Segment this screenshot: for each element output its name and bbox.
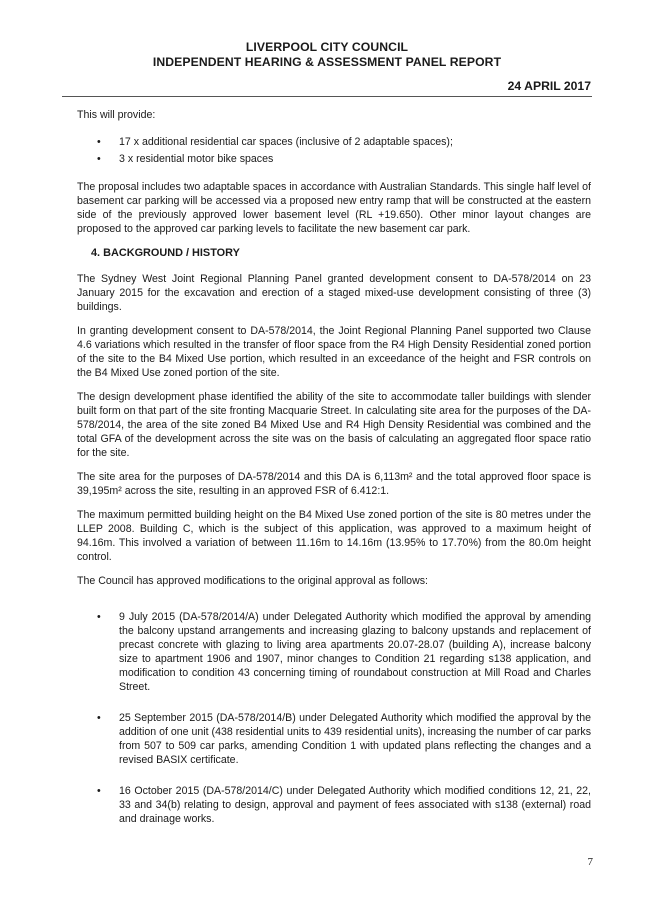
- paragraph: The proposal includes two adaptable spaces in accordance with Australian Standards. This single half level of basement car parking will be accessed via a proposed new entry ramp that will be constructed at the eastern side of the previously approved lower basement level (RL +19.650). Other minor layout changes are proposed to the approved car parking levels to facilitate the new basement car park.: [77, 181, 591, 235]
- list-item: • 16 October 2015 (DA-578/2014/C) under Delegated Authority which modified conditions 12, 21, 22, 33 and 34(b) relating to design, approval and payment of fees associated with s138 (external) road and drainage works.: [97, 785, 591, 825]
- list-item: • 3 x residential motor bike spaces: [97, 153, 274, 165]
- bullet-icon: •: [97, 712, 101, 724]
- modifications-list: [77, 610, 591, 826]
- paragraph: In granting development consent to DA-578/2014, the Joint Regional Planning Panel supported two Clause 4.6 variations which resulted in the transfer of floor space from the R4 High Density Residential zoned portion of the site to the B4 Mixed Use portion, which resulted in an exceedance of the height and FSR controls on the B4 Mixed Use zoned portion of the site.: [77, 325, 591, 379]
- report-title: INDEPENDENT HEARING & ASSESSMENT PANEL REPORT: [152, 55, 502, 69]
- bullet-icon: •: [97, 136, 101, 148]
- council-name: LIVERPOOL CITY COUNCIL: [245, 40, 409, 54]
- paragraph: The Sydney West Joint Regional Planning Panel granted development consent to DA-578/2014 on 23 January 2015 for the excavation and erection of a staged mixed-use development consisting of three (3) buildings.: [77, 273, 591, 313]
- intro-text: This will provide:: [77, 109, 156, 121]
- list-item: • 17 x additional residential car spaces (inclusive of 2 adaptable spaces);: [97, 136, 453, 148]
- paragraph: The maximum permitted building height on the B4 Mixed Use zoned portion of the site is 80 metres under the LLEP 2008. Building C, which is the subject of this application, was approved to a maximum height of 94.16m. This involved a variation of between 11.16m to 14.16m (13.95% to 17.70%) from the 80.0m height control.: [77, 509, 591, 563]
- report-body: [77, 108, 591, 843]
- page-number: 7: [587, 856, 593, 868]
- list-item: • 25 September 2015 (DA-578/2014/B) under Delegated Authority which modified the approval by the addition of one unit (438 residential units to 439 residential units), increasing the number of car parks from 507 to 509 car parks, amending Condition 1 with updated plans reflecting the changes and a revised BASIX certificate.: [97, 712, 591, 766]
- report-date: 24 APRIL 2017: [507, 79, 591, 93]
- bullet-icon: •: [97, 785, 101, 797]
- provide-list: [77, 135, 591, 166]
- paragraph: The site area for the purposes of DA-578/2014 and this DA is 6,113m² and the total approved floor space is 39,195m² across the site, resulting in an approved FSR of 6.412:1.: [77, 471, 591, 497]
- bullet-icon: •: [97, 611, 101, 623]
- section-heading: 4. BACKGROUND / HISTORY: [91, 247, 240, 259]
- paragraph: The design development phase identified the ability of the site to accommodate taller buildings with slender built form on that part of the site fronting Macquarie Street. In calculating site area for the purposes of the DA-578/2014, the area of the site zoned B4 Mixed Use and R4 High Density Residential was combined and the total GFA of the development across the site was on the basis of calculating an aggregated floor space ratio for the site.: [77, 391, 591, 459]
- bullet-icon: •: [97, 153, 101, 165]
- list-item: • 9 July 2015 (DA-578/2014/A) under Delegated Authority which modified the approval by amending the balcony upstand arrangements and increasing glazing to balcony upstands and replacement of precast concrete with glazing to living area apartments 20.07-28.07 (building A), increase balcony size to apartment 1906 and 1907, minor changes to Condition 21 regarding s138 application, and modification to condition 43 concerning timing of roundabout construction at Mill Road and Charles Street.: [97, 611, 591, 693]
- header-divider: [62, 96, 592, 97]
- paragraph: The Council has approved modifications to the original approval as follows:: [77, 575, 428, 587]
